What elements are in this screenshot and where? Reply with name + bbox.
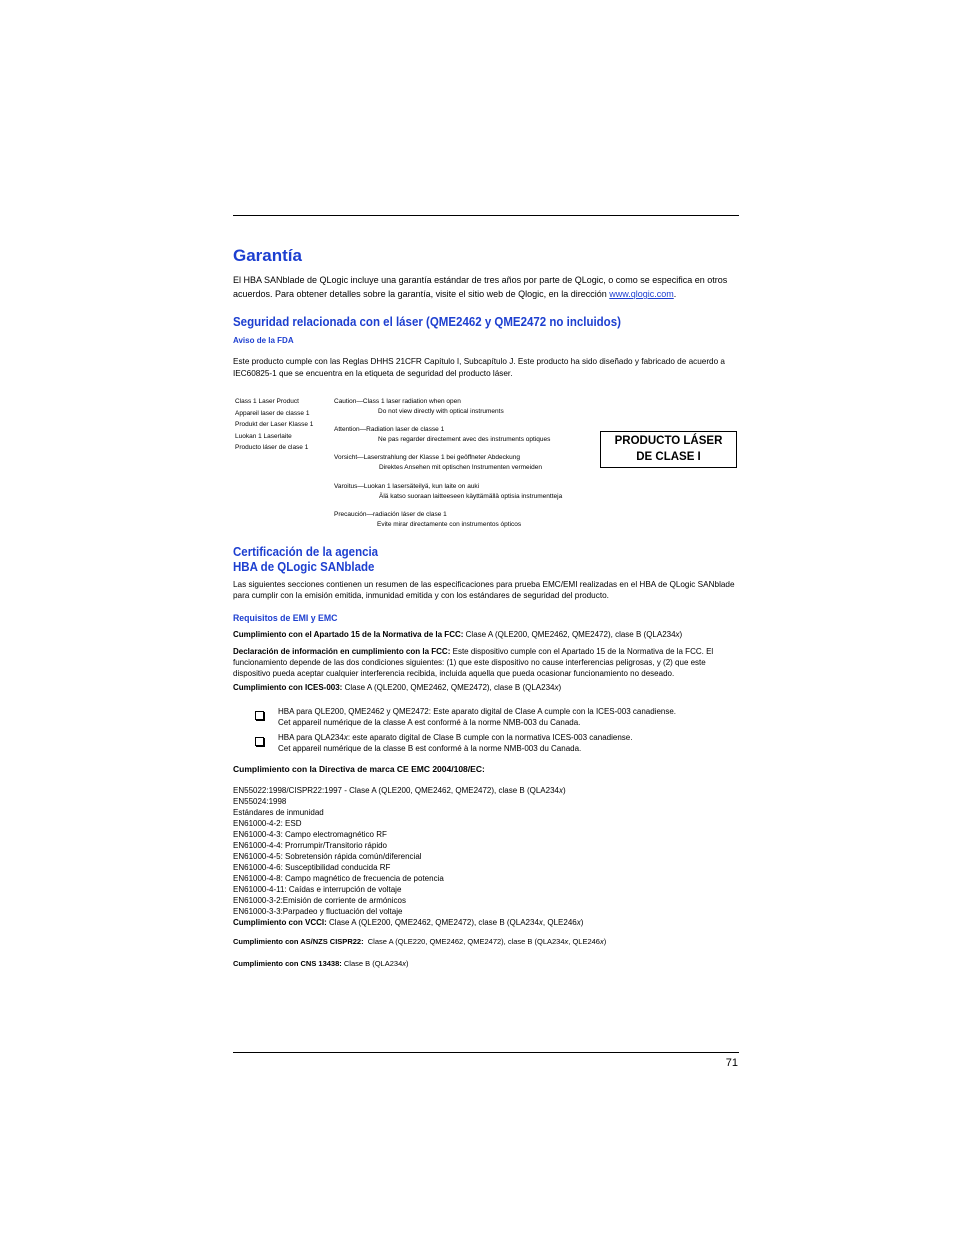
garantia-paragraph: El HBA SANblade de QLogic incluye una garantía estándar de tres años por parte de QLogic, o como se especifica en otros acuerdos. Para obtener detalles sobre la garantía, visite el sitio web de Qlogic, en la dirección www.qlogic.com.: [233, 275, 728, 299]
standard-item: EN61000-3-2:Emisión de corriente de armónicos: [233, 896, 406, 905]
standard-item: EN61000-4-8: Campo magnético de frecuencia de potencia: [233, 874, 444, 883]
warning-head: Attention—Radiation laser de classe 1: [334, 426, 445, 433]
standard-item: EN61000-4-3: Campo electromagnético RF: [233, 830, 387, 839]
warning-detail: Älä katso suoraan laitteeseen käyttämällä optisia instrumentteja: [379, 493, 563, 500]
fda-heading: Aviso de la FDA: [233, 336, 294, 345]
standard-item: EN61000-4-6: Susceptibilidad conducida RF: [233, 863, 391, 872]
laser-safety-heading: Seguridad relacionada con el láser (QME2462 y QME2472 no incluidos): [233, 315, 621, 329]
warning-head: Varoitus—Luokan 1 lasersäteilyä, kun laite on auki: [334, 483, 480, 490]
fcc-declaration: Declaración de información en cumplimiento con la FCC: Este dispositivo cumple con el Apartado 15 de la Normativa de la FCC. El funcionamiento depende de las dos condiciones siguientes: (1) que este dispositivo no cause interferencias peligrosas, y (2) que este dispositivo pueda aceptar cualquier interferencia recibida, incluida aquella que pueda ocasionar funcionamiento no deseado.: [233, 647, 714, 678]
bullet-item: HBA para QLE200, QME2462 y QME2472: Este aparato digital de Clase A cumple con la ICES-003 canadiense. Cet appareil numérique de la classe A est conformé à la norme NMB-003 du Canada.: [278, 707, 677, 727]
warning-detail: Direktes Ansehen mit optischen Instrumenten vermeiden: [379, 464, 542, 471]
page-number: 71: [725, 1057, 738, 1069]
bullet-box: [255, 707, 264, 725]
top-divider: [233, 215, 739, 216]
certification-heading: Certificación de la agencia HBA de QLogic SANblade: [233, 545, 379, 574]
standards-list: [233, 785, 583, 928]
fda-paragraph: Este producto cumple con las Reglas DHHS 21CFR Capítulo I, Subcapítulo J. Este producto ha sido diseñado y fabricado de acuerdo a IEC60825-1 que se encuentra en la etiqueta de seguridad del producto láser.: [233, 357, 725, 378]
garantia-heading: Garantía: [233, 246, 302, 265]
standard-item: EN61000-3-3:Parpadeo y fluctuación del voltaje: [233, 907, 403, 916]
certification-intro: Las siguientes secciones contienen un resumen de las especificaciones para prueba EMC/EMI realizadas en el HBA de QLogic SANblade para cumplir con la emisión emitida, inmunidad emitida y con los estándares de seguridad del producto.: [233, 580, 735, 600]
bottom-divider: [233, 1052, 739, 1053]
checkbox-bullet-icon: [255, 737, 264, 746]
standard-item: Estándares de inmunidad: [233, 808, 324, 817]
label-line: Class 1 Laser Product: [235, 398, 299, 405]
bullet-item: HBA para QLA234x: este aparato digital de Clase B cumple con la normativa ICES-003 canadiense. Cet appareil numérique de la classe B est conformé à la norme NMB-003 du Canada.: [278, 733, 633, 753]
asnzs-compliance: Cumplimiento con AS/NZS CISPR22: Clase A (QLE220, QME2462, QME2472), clase B (QLA234x, QLE246x): [233, 937, 607, 946]
warning-head: Caution—Class 1 laser radiation when open: [334, 398, 461, 405]
cns-compliance: Cumplimiento con CNS 13438: Clase B (QLA234x): [233, 959, 409, 968]
vcci-compliance: Cumplimiento con VCCI: Clase A (QLE200, QME2462, QME2472), clase B (QLA234x, QLE246x): [233, 918, 584, 927]
standard-item: EN61000-4-4: Prorrumpir/Transitorio rápido: [233, 841, 387, 850]
warning-head: Vorsicht—Laserstrahlung der Klasse 1 bei geöffneter Abdeckung: [334, 454, 520, 461]
warning-head: Precaución—radiación láser de clase 1: [334, 511, 447, 518]
ce-heading: Cumplimiento con la Directiva de marca CE EMC 2004/108/EC:: [233, 764, 485, 774]
standard-item: EN61000-4-11: Caídas e interrupción de voltaje: [233, 885, 402, 894]
qlogic-link[interactable]: www.qlogic.com: [609, 289, 674, 299]
bullet-box: [255, 733, 264, 751]
warning-detail: Ne pas regarder directement avec des instruments optiques: [378, 436, 551, 443]
laser-warnings: [334, 397, 562, 530]
warning-detail: Do not view directly with optical instruments: [378, 408, 504, 415]
label-line: Luokan 1 Laserlaite: [235, 432, 292, 440]
label-line: Producto láser de clase 1: [235, 444, 309, 451]
label-line: Produkt der Laser Klasse 1: [235, 421, 314, 428]
warning-detail: Evite mirar directamente con instrumentos ópticos: [377, 521, 522, 528]
label-line: Appareil laser de classe 1: [235, 409, 310, 417]
standard-item: EN61000-4-2: ESD: [233, 819, 302, 828]
standard-item: EN61000-4-5: Sobretensión rápida común/diferencial: [233, 852, 422, 861]
laser-class-box: PRODUCTO LÁSER DE CLASE I: [600, 431, 737, 468]
standard-item: EN55024:1998: [233, 797, 287, 806]
emi-emc-heading: Requisitos de EMI y EMC: [233, 613, 338, 624]
laser-label-left: [235, 396, 313, 454]
standard-item: EN55022:1998/CISPR22:1997 - Clase A (QLE200, QME2462, QME2472), clase B (QLA234x): [233, 786, 566, 795]
fcc-compliance: Cumplimiento con el Apartado 15 de la Normativa de la FCC: Clase A (QLE200, QME2462, QME2472), clase B (QLA234x): [233, 630, 683, 639]
checkbox-bullet-icon: [255, 711, 264, 720]
ices-compliance: Cumplimiento con ICES-003: Clase A (QLE200, QME2462, QME2472), clase B (QLA234x): [233, 683, 562, 692]
